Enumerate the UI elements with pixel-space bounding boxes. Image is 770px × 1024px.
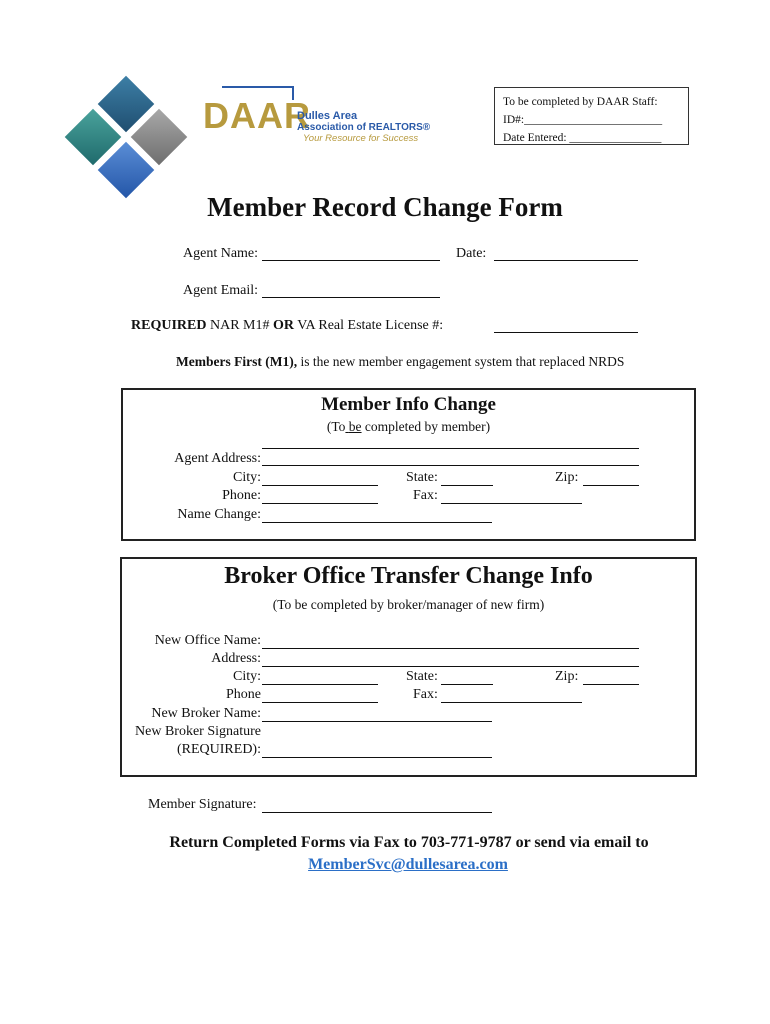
agent-address-label: Agent Address: <box>174 451 261 466</box>
page-title: Member Record Change Form <box>207 192 563 222</box>
office-name-field[interactable] <box>262 648 639 649</box>
broker-phone-field[interactable] <box>262 702 378 703</box>
name-change-label: Name Change: <box>177 507 261 522</box>
email-link-row <box>0 856 770 874</box>
broker-zip-field[interactable] <box>583 684 639 685</box>
date-field[interactable] <box>494 260 638 261</box>
agent-name-label: Agent Name: <box>183 246 259 261</box>
return-instructions: Return Completed Forms via Fax to 703-771-9787 or send via email to <box>169 834 649 851</box>
broker-heading: Broker Office Transfer Change Info <box>224 563 593 589</box>
required-prefix: REQUIRED <box>131 318 207 333</box>
m1-note-bold: Members First (M1), <box>176 354 298 369</box>
broker-fax-field[interactable] <box>441 702 582 703</box>
agent-address-field-1[interactable] <box>262 448 639 449</box>
city-label: City: <box>232 470 261 485</box>
phone-field[interactable] <box>262 503 378 504</box>
broker-signature-label-1: New Broker Signature <box>135 724 261 739</box>
member-signature-field[interactable] <box>262 812 492 813</box>
required-license-label <box>131 318 443 334</box>
required-mid2: VA Real Estate License #: <box>293 318 444 333</box>
staff-box-date-entered[interactable]: Date Entered: ________________ <box>503 132 662 144</box>
broker-city-field[interactable] <box>262 684 378 685</box>
member-signature-label: Member Signature: <box>148 797 257 812</box>
date-label: Date: <box>456 246 487 261</box>
state-label: State: <box>406 470 438 485</box>
staff-box <box>494 87 689 145</box>
broker-signature-field[interactable] <box>262 757 492 758</box>
broker-name-field[interactable] <box>262 721 492 722</box>
zip-label: Zip: <box>555 470 579 485</box>
broker-address-label: Address: <box>211 651 261 666</box>
broker-city-label: City: <box>232 669 261 684</box>
broker-address-field[interactable] <box>262 666 639 667</box>
staff-box-line1: To be completed by DAAR Staff: <box>503 96 658 108</box>
m1-note-rest: is the new member engagement system that replaced NRDS <box>297 354 625 369</box>
city-field[interactable] <box>262 485 378 486</box>
fax-field[interactable] <box>441 503 582 504</box>
broker-name-label: New Broker Name: <box>151 706 261 721</box>
zip-field[interactable] <box>583 485 639 486</box>
logo-skyline <box>222 86 294 100</box>
logo-tagline: Your Resource for Success <box>303 133 419 144</box>
member-info-subheading: (To be completed by member) <box>326 419 491 434</box>
agent-email-field[interactable] <box>262 297 440 298</box>
required-mid1: NAR M1# <box>206 318 273 333</box>
logo-line1: Dulles Area <box>297 110 358 122</box>
member-info-section <box>121 388 696 541</box>
broker-zip-label: Zip: <box>555 669 579 684</box>
broker-fax-label: Fax: <box>413 687 438 702</box>
state-field[interactable] <box>441 485 493 486</box>
required-or: OR <box>272 318 294 333</box>
phone-label: Phone: <box>222 488 261 503</box>
broker-state-field[interactable] <box>441 684 493 685</box>
broker-phone-label: Phone <box>226 687 261 702</box>
broker-subheading: (To be completed by broker/manager of new firm) <box>272 597 545 612</box>
logo-line2: Association of REALTORS® <box>297 122 431 133</box>
m1-note <box>176 354 624 370</box>
name-change-field[interactable] <box>262 522 492 523</box>
broker-state-label: State: <box>406 669 438 684</box>
staff-box-id[interactable]: ID#:________________________ <box>503 114 663 126</box>
broker-transfer-section <box>120 557 697 777</box>
license-field[interactable] <box>494 332 638 333</box>
agent-name-field[interactable] <box>262 260 440 261</box>
office-name-label: New Office Name: <box>154 633 261 648</box>
member-info-heading: Member Info Change <box>321 394 496 415</box>
email-link[interactable]: MemberSvc@dullesarea.com <box>308 856 508 873</box>
broker-signature-label-2: (REQUIRED): <box>177 742 261 757</box>
logo-mark: DAAR <box>203 95 311 136</box>
agent-email-label: Agent Email: <box>183 283 259 298</box>
agent-address-field-2[interactable] <box>262 465 639 466</box>
fax-label: Fax: <box>413 488 438 503</box>
